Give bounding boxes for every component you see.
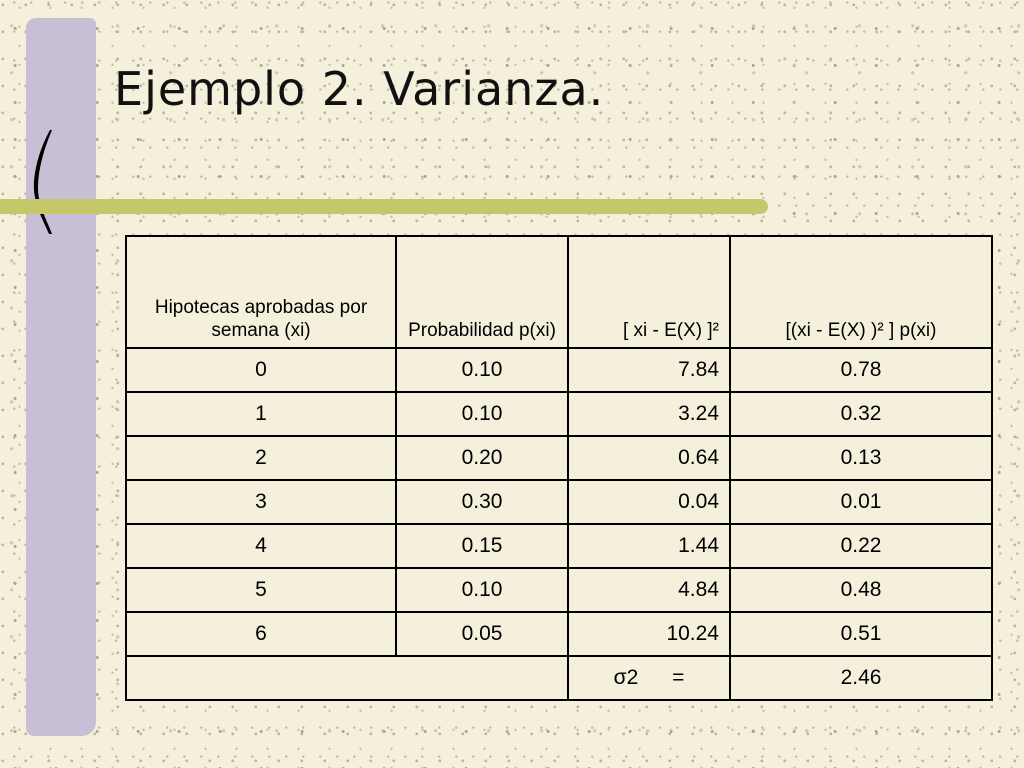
weighted-deviation-cell: 0.48 <box>730 568 992 612</box>
probability-cell: 0.15 <box>396 524 568 568</box>
header-squared-deviation <box>568 236 730 348</box>
weighted-deviation-cell: 0.32 <box>730 392 992 436</box>
bracket-decoration <box>30 128 60 236</box>
sigma-label: σ2 <box>613 666 639 689</box>
x-value-cell: 4 <box>126 524 396 568</box>
weighted-deviation-cell: 0.01 <box>730 480 992 524</box>
table-row <box>126 348 992 392</box>
header-weighted-deviation-text: [(xi - E(X) )² ] p(xi) <box>785 320 937 342</box>
probability-cell: 0.10 <box>396 392 568 436</box>
header-probability-text: Probabilidad p(xi) <box>408 320 556 342</box>
x-value-cell: 2 <box>126 436 396 480</box>
squared-deviation-cell: 1.44 <box>568 524 730 568</box>
table-row <box>126 568 992 612</box>
squared-deviation-cell: 4.84 <box>568 568 730 612</box>
weighted-deviation-cell: 0.51 <box>730 612 992 656</box>
squared-deviation-cell: 0.04 <box>568 480 730 524</box>
squared-deviation-cell: 10.24 <box>568 612 730 656</box>
slide-title: Ejemplo 2. Varianza. <box>114 62 605 116</box>
x-value-cell: 5 <box>126 568 396 612</box>
squared-deviation-cell: 3.24 <box>568 392 730 436</box>
probability-cell: 0.10 <box>396 348 568 392</box>
sigma-label-cell <box>568 656 730 700</box>
total-row <box>126 656 992 700</box>
weighted-deviation-cell: 0.22 <box>730 524 992 568</box>
header-mortgages-text: Hipotecas aprobadas por semana (xi) <box>154 296 368 342</box>
table-row <box>126 392 992 436</box>
x-value-cell: 3 <box>126 480 396 524</box>
table-row <box>126 612 992 656</box>
header-squared-deviation-text: [ xi - E(X) ]² <box>622 320 719 342</box>
probability-cell: 0.20 <box>396 436 568 480</box>
total-empty-cell <box>126 656 568 700</box>
x-value-cell: 6 <box>126 612 396 656</box>
weighted-deviation-cell: 0.78 <box>730 348 992 392</box>
x-value-cell: 1 <box>126 392 396 436</box>
squared-deviation-cell: 0.64 <box>568 436 730 480</box>
variance-table <box>125 235 993 701</box>
table-row <box>126 436 992 480</box>
probability-cell: 0.10 <box>396 568 568 612</box>
table-header-row <box>126 236 992 348</box>
probability-cell: 0.30 <box>396 480 568 524</box>
header-probability <box>396 236 568 348</box>
x-value-cell: 0 <box>126 348 396 392</box>
table-body <box>126 348 992 656</box>
header-weighted-deviation <box>730 236 992 348</box>
title-underline-bar <box>0 199 768 214</box>
probability-cell: 0.05 <box>396 612 568 656</box>
equals-sign: = <box>672 666 685 689</box>
header-mortgages <box>126 236 396 348</box>
squared-deviation-cell: 7.84 <box>568 348 730 392</box>
table-row <box>126 524 992 568</box>
variance-total-value: 2.46 <box>730 656 992 700</box>
table-row <box>126 480 992 524</box>
side-stripe-decoration <box>26 18 96 736</box>
weighted-deviation-cell: 0.13 <box>730 436 992 480</box>
